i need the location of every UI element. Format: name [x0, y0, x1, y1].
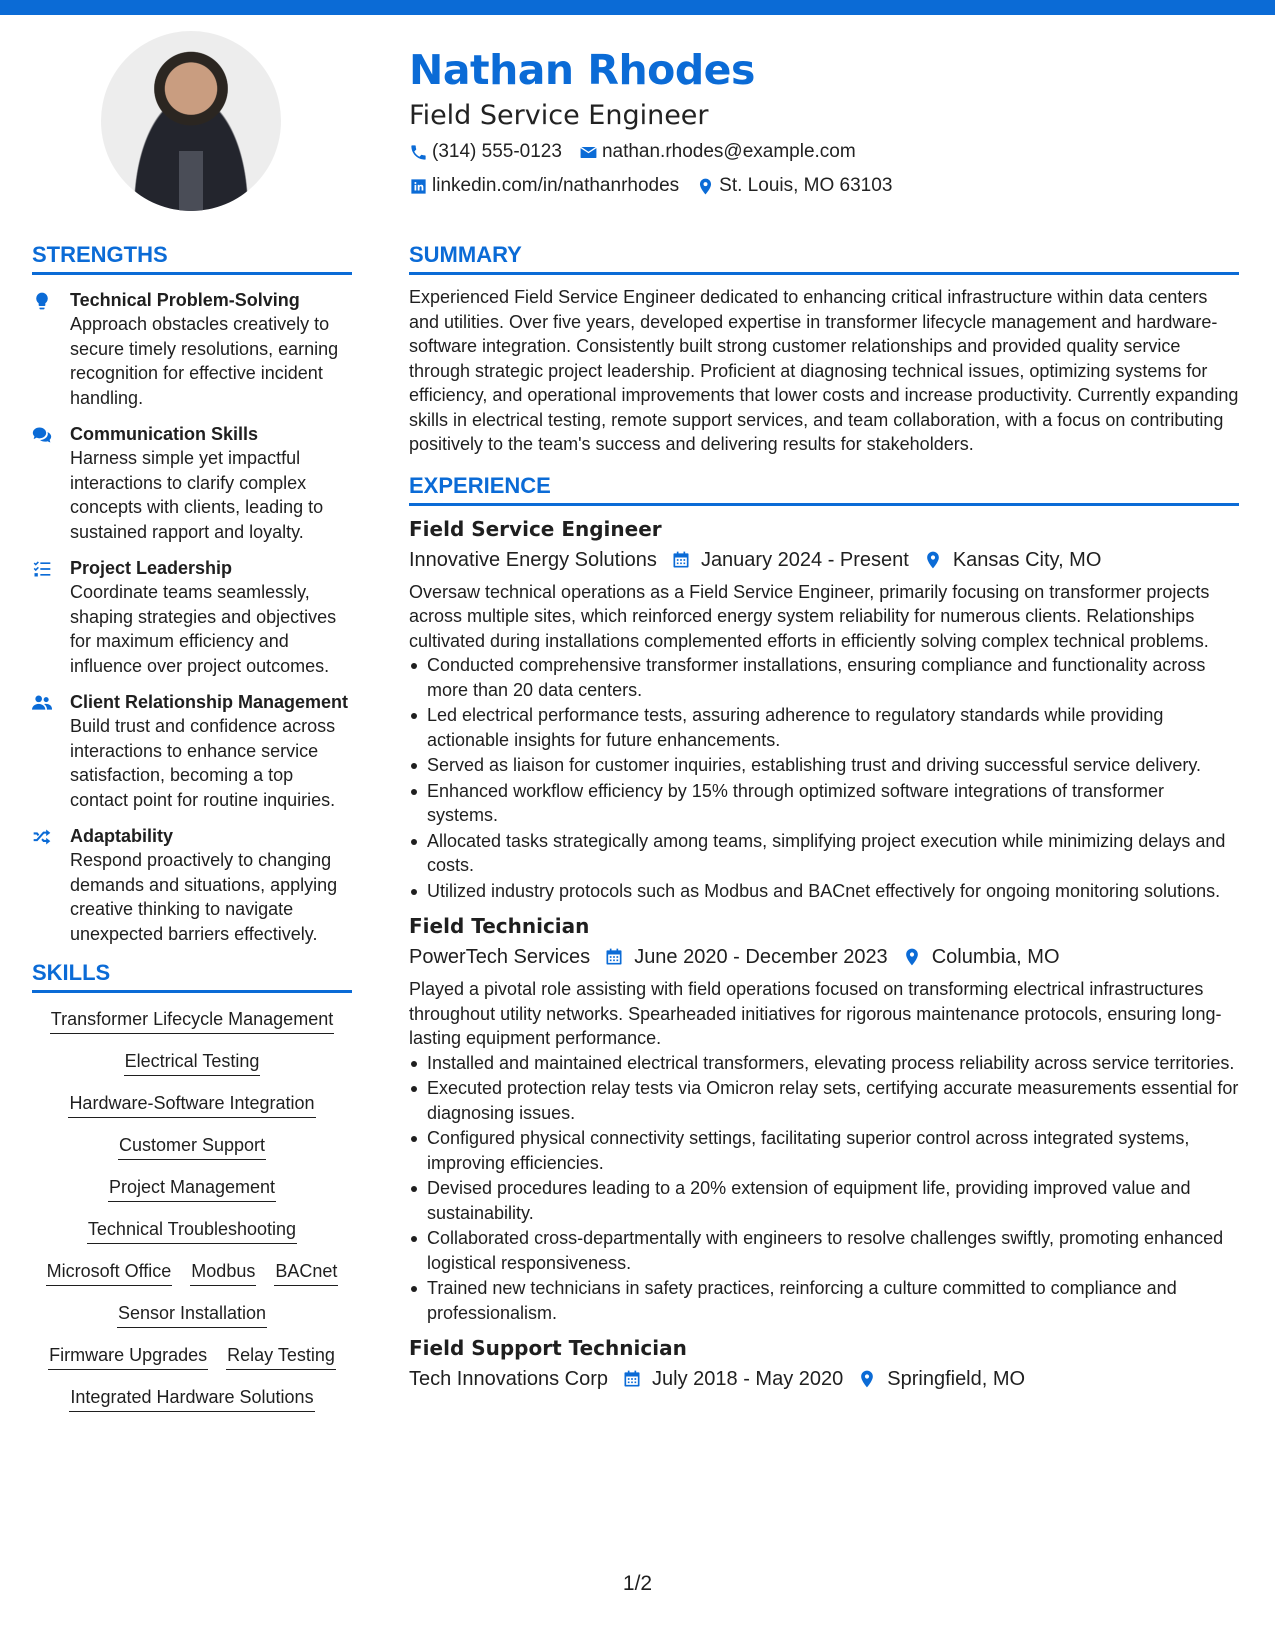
bullet-item: Trained new technicians in safety practices, reinforcing a culture committed to compliance and professionalism.	[409, 1276, 1239, 1325]
location-contact	[696, 170, 892, 202]
job-dates: January 2024 - Present	[700, 548, 909, 571]
bullet-item: Utilized industry protocols such as Modbus and BACnet effectively for ongoing monitoring solutions.	[409, 879, 1239, 904]
envelope-icon	[579, 143, 598, 162]
resume-header	[409, 42, 1239, 202]
job-title: Field Technician	[409, 914, 590, 938]
bullet-item: Served as liaison for customer inquiries, establishing trust and driving successful service delivery.	[409, 753, 1239, 778]
job-location: Columbia, MO	[931, 946, 1060, 968]
contact-row-1	[409, 136, 1239, 168]
candidate-name: Nathan Rhodes	[409, 46, 755, 94]
map-pin-icon	[923, 550, 943, 570]
top-accent-bar	[0, 0, 1275, 15]
bullet-item: Allocated tasks strategically among teams, simplifying project execution while minimizing delays and costs.	[409, 829, 1239, 878]
strength-item	[32, 556, 352, 678]
job-entry	[409, 514, 1239, 904]
strength-desc: Harness simple yet impactful interactions to clarify complex concepts with clients, leading to sustained rapport and loyalty.	[70, 448, 324, 542]
linkedin-contact[interactable]	[409, 170, 679, 202]
job-meta	[409, 544, 1239, 576]
phone-contact[interactable]	[409, 136, 562, 168]
job-title: Field Support Technician	[409, 1336, 687, 1360]
job-entry	[409, 1333, 1239, 1395]
skill-tag: Customer Support	[118, 1133, 266, 1160]
job-dates-group	[671, 544, 909, 576]
map-pin-icon	[902, 947, 922, 967]
skills-heading: SKILLS	[32, 958, 352, 993]
strength-item	[32, 422, 352, 544]
skill-tag: Modbus	[190, 1259, 256, 1286]
strength-desc: Respond proactively to changing demands and situations, applying creative thinking to navigate unexpected barriers effectively.	[70, 850, 338, 944]
candidate-title: Field Service Engineer	[409, 100, 709, 131]
skill-tag: Relay Testing	[226, 1343, 336, 1370]
job-dates-group	[622, 1363, 843, 1395]
location-text: St. Louis, MO 63103	[719, 175, 893, 196]
strengths-heading: STRENGTHS	[32, 240, 352, 275]
skill-tag: Microsoft Office	[46, 1259, 173, 1286]
users-icon	[32, 693, 52, 713]
skill-row	[41, 1007, 343, 1034]
job-dates-group	[604, 941, 888, 973]
job-description: Oversaw technical operations as a Field Service Engineer, primarily focusing on transformer projects across multiple sites, which reinforced energy system reliability for numerous clients. Relationships cultivated during installations complemented efforts in efficiently solving complex technical problems.	[409, 581, 1210, 651]
job-meta	[409, 941, 1239, 973]
calendar-icon	[622, 1369, 642, 1389]
skill-tag: Electrical Testing	[124, 1049, 261, 1076]
skills-list	[32, 1007, 352, 1427]
phone-text: (314) 555-0123	[432, 141, 562, 162]
skill-tag: BACnet	[274, 1259, 338, 1286]
bullet-item: Collaborated cross-departmentally with engineers to resolve challenges swiftly, promoting enhanced logistical responsiveness.	[409, 1226, 1239, 1275]
skill-tag: Transformer Lifecycle Management	[50, 1007, 334, 1034]
right-column	[409, 240, 1239, 1395]
job-company: Tech Innovations Corp	[409, 1368, 609, 1390]
skill-row	[60, 1385, 323, 1412]
experience-heading: EXPERIENCE	[409, 471, 1239, 506]
map-pin-icon	[696, 177, 715, 196]
strengths-list	[32, 288, 352, 946]
email-contact[interactable]	[579, 136, 856, 168]
email-text: nathan.rhodes@example.com	[601, 141, 856, 162]
bullet-item: Conducted comprehensive transformer installations, ensuring compliance and functionality across more than 20 data centers.	[409, 653, 1239, 702]
strength-title: Communication Skills	[70, 424, 259, 444]
strength-title: Project Leadership	[70, 558, 233, 578]
job-location-group	[902, 941, 1060, 973]
skill-tag: Integrated Hardware Solutions	[69, 1385, 314, 1412]
skill-tag: Sensor Installation	[117, 1301, 267, 1328]
skill-row	[109, 1133, 275, 1160]
map-pin-icon	[857, 1369, 877, 1389]
page-number: 1/2	[622, 1572, 653, 1595]
job-company: PowerTech Services	[409, 946, 591, 968]
summary-text: Experienced Field Service Engineer dedicated to enhancing critical infrastructure within data centers and utilities. Over five years, developed expertise in transformer lifecycle management and hardware-software integration. Consistently built strong customer relationships and provided quality service through strategic project leadership. Proficient at diagnosing technical issues, optimizing systems for efficiency, and operational improvements that lower costs and increase productivity. Currently expanding skills in electrical testing, remote support services, and team collaboration, with a focus on contributing positively to the team's success and delivering results for stakeholders.	[409, 287, 1239, 454]
calendar-icon	[604, 947, 624, 967]
linkedin-text: linkedin.com/in/nathanrhodes	[432, 175, 680, 196]
calendar-icon	[671, 550, 691, 570]
job-dates: June 2020 - December 2023	[634, 946, 888, 968]
strength-desc: Approach obstacles creatively to secure timely resolutions, earning recognition for effective incident handling.	[70, 314, 339, 408]
job-meta	[409, 1363, 1239, 1395]
strength-item	[32, 288, 352, 410]
skill-tag: Hardware-Software Integration	[68, 1091, 315, 1118]
skill-tag: Project Management	[108, 1175, 276, 1202]
bullet-item: Installed and maintained electrical transformers, elevating process reliability across service territories.	[409, 1051, 1239, 1076]
summary-heading: SUMMARY	[409, 240, 1239, 275]
job-location-group	[923, 544, 1102, 576]
skill-tag: Technical Troubleshooting	[87, 1217, 297, 1244]
lightbulb-icon	[32, 291, 52, 311]
profile-photo	[101, 31, 281, 211]
job-description: Played a pivotal role assisting with field operations focused on transforming electrical infrastructures throughout utility networks. Spearheaded initiatives for rigorous maintenance protocols, ensuring long-lasting equipment performance.	[409, 979, 1222, 1048]
bullet-item: Configured physical connectivity settings, facilitating superior control across integrated systems, improving efficiencies.	[409, 1126, 1239, 1175]
bullet-item: Executed protection relay tests via Omicron relay sets, certifying accurate measurements essential for diagnosing issues.	[409, 1076, 1239, 1125]
job-bullets	[409, 1051, 1239, 1326]
strength-desc: Build trust and confidence across interactions to enhance service satisfaction, becoming a top contact point for routine inquiries.	[70, 716, 336, 810]
strength-title: Technical Problem-Solving	[70, 290, 300, 310]
skill-row	[59, 1091, 324, 1118]
skill-row	[78, 1217, 306, 1244]
skill-row	[99, 1175, 285, 1202]
left-column	[32, 240, 352, 1427]
list-check-icon	[32, 559, 52, 579]
bullet-item: Led electrical performance tests, assuring adherence to regulatory standards while providing actionable insights for future enhancements.	[409, 703, 1239, 752]
bullet-item: Enhanced workflow efficiency by 15% through optimized software integrations of transformer systems.	[409, 779, 1239, 828]
comments-icon	[32, 425, 52, 445]
skill-tag: Firmware Upgrades	[48, 1343, 208, 1370]
strength-item	[32, 690, 352, 812]
skill-row	[108, 1301, 276, 1328]
job-bullets	[409, 653, 1239, 903]
contact-row-2	[409, 170, 1239, 202]
skill-row	[115, 1049, 270, 1076]
job-location: Springfield, MO	[887, 1368, 1026, 1390]
job-company: Innovative Energy Solutions	[409, 548, 657, 571]
strength-desc: Coordinate teams seamlessly, shaping strategies and objectives for maximum efficiency and influence over project outcomes.	[70, 582, 337, 676]
skill-row	[39, 1343, 345, 1370]
linkedin-icon	[409, 177, 428, 196]
bullet-item: Devised procedures leading to a 20% extension of equipment life, providing improved value and sustainability.	[409, 1176, 1239, 1225]
job-location-group	[857, 1363, 1025, 1395]
strength-item	[32, 824, 352, 946]
phone-icon	[409, 143, 428, 162]
strength-title: Adaptability	[70, 826, 174, 846]
job-title: Field Service Engineer	[409, 516, 662, 541]
job-location: Kansas City, MO	[952, 548, 1102, 571]
skill-row	[37, 1259, 348, 1286]
strength-title: Client Relationship Management	[70, 692, 349, 712]
job-entry	[409, 911, 1239, 1325]
shuffle-icon	[32, 827, 52, 847]
job-dates: July 2018 - May 2020	[652, 1368, 844, 1390]
